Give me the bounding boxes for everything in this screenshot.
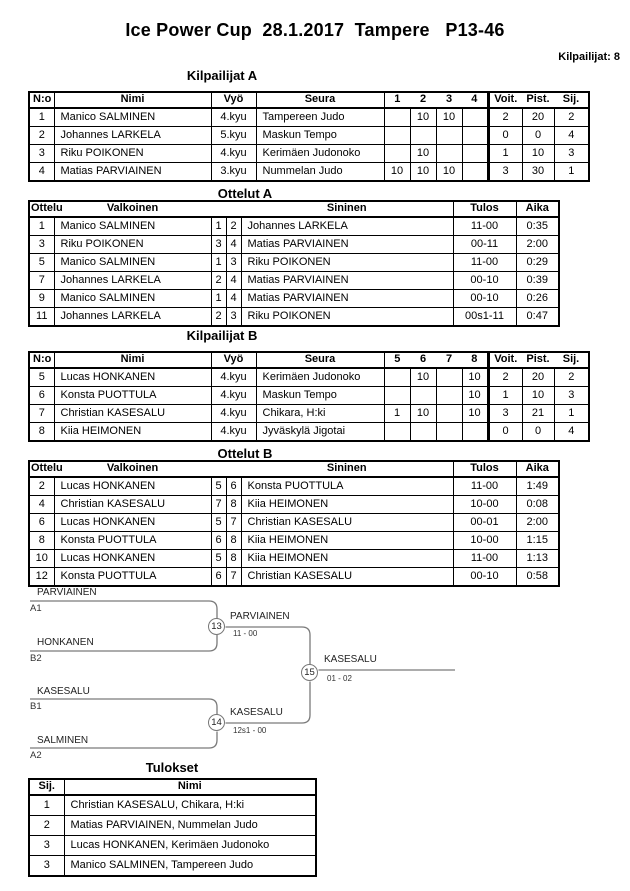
cell-name: Christian KASESALU bbox=[54, 405, 211, 423]
col-opponent-5: 5 bbox=[384, 352, 410, 368]
table-row bbox=[29, 236, 559, 254]
table-header-row bbox=[29, 352, 589, 368]
cell-white-name: Lucas HONKANEN bbox=[54, 514, 211, 532]
cell-white-number: 1 bbox=[211, 217, 226, 236]
col-opponent-4: 4 bbox=[462, 92, 488, 108]
cell-time: 0:26 bbox=[516, 290, 559, 308]
cell-blue-number: 8 bbox=[226, 550, 241, 568]
cell-blue-name: Matias PARVIAINEN bbox=[241, 236, 453, 254]
col-white-number bbox=[211, 461, 226, 477]
cell-number: 2 bbox=[29, 127, 54, 145]
bracket-final-winner-name: KASESALU bbox=[324, 654, 377, 665]
cell-blue-name: Riku POIKONEN bbox=[241, 254, 453, 272]
cell-score-5 bbox=[384, 423, 410, 442]
cell-white-name: Manico SALMINEN bbox=[54, 290, 211, 308]
results-title: Tulokset bbox=[145, 760, 199, 775]
cell-name: Kiia HEIMONEN bbox=[54, 423, 211, 442]
cell-belt: 4.kyu bbox=[211, 108, 256, 127]
cell-belt: 4.kyu bbox=[211, 405, 256, 423]
cell-club: Kerimäen Judonoko bbox=[256, 145, 384, 163]
col-time: Aika bbox=[516, 461, 559, 477]
table-header-row bbox=[29, 92, 589, 108]
cell-match-number: 4 bbox=[29, 496, 54, 514]
cell-score-8: 10 bbox=[462, 387, 488, 405]
cell-white-number: 5 bbox=[211, 514, 226, 532]
col-points: Pist. bbox=[522, 352, 554, 368]
cell-belt: 4.kyu bbox=[211, 387, 256, 405]
cell-time: 1:15 bbox=[516, 532, 559, 550]
table-row bbox=[29, 514, 559, 532]
cell-match-number: 10 bbox=[29, 550, 54, 568]
col-opponent-2: 2 bbox=[410, 92, 436, 108]
cell-place: 3 bbox=[29, 836, 64, 856]
cell-result: 00s1-11 bbox=[453, 308, 516, 327]
cell-score-1: 10 bbox=[384, 163, 410, 182]
bracket-sf1-score: 11 - 00 bbox=[233, 629, 258, 638]
cell-white-number: 2 bbox=[211, 272, 226, 290]
cell-points: 10 bbox=[522, 145, 554, 163]
final-bracket bbox=[0, 580, 630, 780]
matches-b-table bbox=[28, 460, 560, 587]
cell-score-3 bbox=[436, 145, 462, 163]
cell-score-2: 10 bbox=[410, 145, 436, 163]
cell-place: 1 bbox=[554, 405, 589, 423]
cell-club: Jyväskylä Jigotai bbox=[256, 423, 384, 442]
results-table bbox=[28, 778, 317, 877]
cell-number: 5 bbox=[29, 368, 54, 387]
cell-belt: 4.kyu bbox=[211, 145, 256, 163]
cell-belt: 5.kyu bbox=[211, 127, 256, 145]
cell-score-8: 10 bbox=[462, 405, 488, 423]
cell-match-number: 3 bbox=[29, 236, 54, 254]
table-row bbox=[29, 272, 559, 290]
pool-b-title: Kilpailijat B bbox=[186, 328, 258, 343]
col-white: Valkoinen bbox=[54, 201, 211, 217]
cell-match-number: 6 bbox=[29, 514, 54, 532]
cell-result: 10-00 bbox=[453, 496, 516, 514]
col-name: Nimi bbox=[54, 352, 211, 368]
cell-place: 2 bbox=[554, 368, 589, 387]
cell-name: Lucas HONKANEN, Kerimäen Judonoko bbox=[64, 836, 316, 856]
col-opponent-1: 1 bbox=[384, 92, 410, 108]
cell-place: 3 bbox=[29, 856, 64, 877]
col-number: N:o bbox=[29, 352, 54, 368]
cell-club: Kerimäen Judonoko bbox=[256, 368, 384, 387]
cell-score-1 bbox=[384, 145, 410, 163]
bracket-sf1-bottom-name: HONKANEN bbox=[37, 637, 94, 648]
cell-result: 00-01 bbox=[453, 514, 516, 532]
cell-score-7 bbox=[436, 405, 462, 423]
cell-white-number: 7 bbox=[211, 496, 226, 514]
bracket-sf2-bottom-name: SALMINEN bbox=[37, 735, 89, 746]
bracket-sf1-top-seed: A1 bbox=[30, 603, 42, 614]
col-wins: Voit. bbox=[488, 92, 522, 108]
col-white: Valkoinen bbox=[54, 461, 211, 477]
cell-name: Riku POIKONEN bbox=[54, 145, 211, 163]
table-row bbox=[29, 108, 589, 127]
table-row bbox=[29, 477, 559, 496]
cell-white-number: 1 bbox=[211, 290, 226, 308]
cell-score-3 bbox=[436, 127, 462, 145]
cell-name: Manico SALMINEN bbox=[54, 108, 211, 127]
cell-blue-number: 7 bbox=[226, 514, 241, 532]
col-number: N:o bbox=[29, 92, 54, 108]
cell-blue-name: Christian KASESALU bbox=[241, 514, 453, 532]
cell-blue-name: Riku POIKONEN bbox=[241, 308, 453, 327]
cell-wins: 2 bbox=[488, 108, 522, 127]
table-row bbox=[29, 145, 589, 163]
cell-place: 1 bbox=[554, 163, 589, 182]
cell-place: 3 bbox=[554, 387, 589, 405]
col-place: Sij. bbox=[29, 779, 64, 795]
cell-score-7 bbox=[436, 368, 462, 387]
cell-blue-number: 2 bbox=[226, 217, 241, 236]
cell-wins: 0 bbox=[488, 423, 522, 442]
cell-result: 11-00 bbox=[453, 217, 516, 236]
cell-blue-number: 8 bbox=[226, 496, 241, 514]
bracket-sf1-winner-name: PARVIAINEN bbox=[230, 611, 290, 622]
table-row bbox=[29, 163, 589, 182]
cell-time: 0:35 bbox=[516, 217, 559, 236]
cell-name: Johannes LARKELA bbox=[54, 127, 211, 145]
table-row bbox=[29, 368, 589, 387]
col-result: Tulos bbox=[453, 461, 516, 477]
col-match: Ottelu bbox=[29, 461, 54, 477]
table-header-row bbox=[29, 461, 559, 477]
cell-score-5 bbox=[384, 387, 410, 405]
bracket-node-15: 15 bbox=[301, 664, 318, 681]
cell-white-name: Johannes LARKELA bbox=[54, 308, 211, 327]
cell-score-7 bbox=[436, 387, 462, 405]
table-row bbox=[29, 217, 559, 236]
cell-name: Matias PARVIAINEN, Nummelan Judo bbox=[64, 816, 316, 836]
cell-score-4 bbox=[462, 145, 488, 163]
cell-belt: 3.kyu bbox=[211, 163, 256, 182]
bracket-sf1-bottom-seed: B2 bbox=[30, 653, 42, 664]
cell-points: 0 bbox=[522, 423, 554, 442]
cell-points: 30 bbox=[522, 163, 554, 182]
cell-score-2 bbox=[410, 127, 436, 145]
cell-blue-name: Kiia HEIMONEN bbox=[241, 496, 453, 514]
cell-white-number: 2 bbox=[211, 308, 226, 327]
bracket-final-score: 01 - 02 bbox=[327, 674, 352, 683]
cell-match-number: 12 bbox=[29, 568, 54, 587]
cell-wins: 2 bbox=[488, 368, 522, 387]
bracket-sf1-top-name: PARVIAINEN bbox=[37, 587, 97, 598]
cell-place: 1 bbox=[29, 795, 64, 816]
cell-blue-number: 3 bbox=[226, 308, 241, 327]
cell-blue-number: 4 bbox=[226, 290, 241, 308]
cell-wins: 3 bbox=[488, 163, 522, 182]
col-opponent-6: 6 bbox=[410, 352, 436, 368]
cell-white-name: Manico SALMINEN bbox=[54, 254, 211, 272]
table-row bbox=[29, 856, 316, 877]
col-time: Aika bbox=[516, 201, 559, 217]
cell-score-8: 10 bbox=[462, 368, 488, 387]
cell-match-number: 9 bbox=[29, 290, 54, 308]
cell-white-name: Lucas HONKANEN bbox=[54, 477, 211, 496]
cell-blue-name: Johannes LARKELA bbox=[241, 217, 453, 236]
cell-number: 1 bbox=[29, 108, 54, 127]
cell-white-number: 5 bbox=[211, 550, 226, 568]
cell-white-name: Riku POIKONEN bbox=[54, 236, 211, 254]
cell-number: 3 bbox=[29, 145, 54, 163]
cell-club: Chikara, H:ki bbox=[256, 405, 384, 423]
cell-club: Maskun Tempo bbox=[256, 127, 384, 145]
cell-white-name: Konsta PUOTTULA bbox=[54, 532, 211, 550]
cell-match-number: 8 bbox=[29, 532, 54, 550]
cell-place: 4 bbox=[554, 423, 589, 442]
cell-match-number: 1 bbox=[29, 217, 54, 236]
cell-score-3: 10 bbox=[436, 163, 462, 182]
pool-a-table bbox=[28, 91, 590, 182]
cell-white-number: 1 bbox=[211, 254, 226, 272]
cell-wins: 0 bbox=[488, 127, 522, 145]
cell-wins: 1 bbox=[488, 387, 522, 405]
cell-time: 1:13 bbox=[516, 550, 559, 568]
cell-blue-number: 4 bbox=[226, 236, 241, 254]
bracket-sf2-bottom-seed: A2 bbox=[30, 750, 42, 761]
cell-score-4 bbox=[462, 163, 488, 182]
bracket-line-a1 bbox=[30, 601, 217, 619]
col-place: Sij. bbox=[554, 92, 589, 108]
cell-score-5: 1 bbox=[384, 405, 410, 423]
table-header-row bbox=[29, 201, 559, 217]
table-row bbox=[29, 795, 316, 816]
table-row bbox=[29, 405, 589, 423]
cell-match-number: 2 bbox=[29, 477, 54, 496]
table-row bbox=[29, 308, 559, 327]
bracket-sf2-top-seed: B1 bbox=[30, 701, 42, 712]
cell-blue-name: Konsta PUOTTULA bbox=[241, 477, 453, 496]
bracket-node-13: 13 bbox=[208, 618, 225, 635]
page-title: Ice Power Cup 28.1.2017 Tampere P13-46 bbox=[125, 20, 505, 40]
cell-result: 11-00 bbox=[453, 477, 516, 496]
cell-number: 6 bbox=[29, 387, 54, 405]
cell-name: Konsta PUOTTULA bbox=[54, 387, 211, 405]
cell-place: 4 bbox=[554, 127, 589, 145]
col-white-number bbox=[211, 201, 226, 217]
cell-match-number: 7 bbox=[29, 272, 54, 290]
col-blue: Sininen bbox=[241, 461, 453, 477]
cell-club: Maskun Tempo bbox=[256, 387, 384, 405]
cell-white-number: 3 bbox=[211, 236, 226, 254]
cell-result: 00-10 bbox=[453, 568, 516, 587]
cell-match-number: 5 bbox=[29, 254, 54, 272]
bracket-sf2-top-name: KASESALU bbox=[37, 686, 90, 697]
table-row bbox=[29, 836, 316, 856]
cell-score-6 bbox=[410, 387, 436, 405]
table-row bbox=[29, 387, 589, 405]
col-club: Seura bbox=[256, 92, 384, 108]
cell-result: 00-10 bbox=[453, 272, 516, 290]
col-blue: Sininen bbox=[241, 201, 453, 217]
cell-blue-number: 4 bbox=[226, 272, 241, 290]
cell-white-name: Konsta PUOTTULA bbox=[54, 568, 211, 587]
cell-score-4 bbox=[462, 108, 488, 127]
cell-result: 11-00 bbox=[453, 254, 516, 272]
pool-b-table bbox=[28, 351, 590, 442]
cell-name: Manico SALMINEN, Tampereen Judo bbox=[64, 856, 316, 877]
col-result: Tulos bbox=[453, 201, 516, 217]
cell-blue-name: Matias PARVIAINEN bbox=[241, 290, 453, 308]
col-points: Pist. bbox=[522, 92, 554, 108]
cell-score-3: 10 bbox=[436, 108, 462, 127]
cell-score-6 bbox=[410, 423, 436, 442]
pool-a-title: Kilpailijat A bbox=[186, 68, 258, 83]
cell-wins: 1 bbox=[488, 145, 522, 163]
cell-name: Lucas HONKANEN bbox=[54, 368, 211, 387]
cell-number: 8 bbox=[29, 423, 54, 442]
cell-place: 2 bbox=[29, 816, 64, 836]
cell-club: Tampereen Judo bbox=[256, 108, 384, 127]
col-wins: Voit. bbox=[488, 352, 522, 368]
cell-blue-name: Christian KASESALU bbox=[241, 568, 453, 587]
cell-time: 1:49 bbox=[516, 477, 559, 496]
col-blue-number bbox=[226, 461, 241, 477]
cell-time: 2:00 bbox=[516, 236, 559, 254]
table-row bbox=[29, 532, 559, 550]
cell-name: Christian KASESALU, Chikara, H:ki bbox=[64, 795, 316, 816]
col-name: Nimi bbox=[64, 779, 316, 795]
bracket-line-b1 bbox=[30, 699, 217, 715]
cell-blue-number: 8 bbox=[226, 532, 241, 550]
cell-belt: 4.kyu bbox=[211, 423, 256, 442]
cell-time: 0:29 bbox=[516, 254, 559, 272]
cell-score-8 bbox=[462, 423, 488, 442]
bracket-sf2-winner-name: KASESALU bbox=[230, 707, 283, 718]
cell-result: 00-10 bbox=[453, 290, 516, 308]
cell-white-number: 5 bbox=[211, 477, 226, 496]
cell-result: 11-00 bbox=[453, 550, 516, 568]
cell-number: 7 bbox=[29, 405, 54, 423]
cell-blue-number: 7 bbox=[226, 568, 241, 587]
cell-score-2: 10 bbox=[410, 108, 436, 127]
cell-white-name: Lucas HONKANEN bbox=[54, 550, 211, 568]
cell-place: 3 bbox=[554, 145, 589, 163]
matches-a-table bbox=[28, 200, 560, 327]
cell-white-name: Johannes LARKELA bbox=[54, 272, 211, 290]
cell-blue-number: 6 bbox=[226, 477, 241, 496]
cell-name: Matias PARVIAINEN bbox=[54, 163, 211, 182]
table-row bbox=[29, 496, 559, 514]
cell-wins: 3 bbox=[488, 405, 522, 423]
cell-points: 10 bbox=[522, 387, 554, 405]
cell-score-1 bbox=[384, 108, 410, 127]
col-match: Ottelu bbox=[29, 201, 54, 217]
cell-score-7 bbox=[436, 423, 462, 442]
table-row bbox=[29, 550, 559, 568]
table-row bbox=[29, 816, 316, 836]
cell-blue-name: Kiia HEIMONEN bbox=[241, 532, 453, 550]
cell-time: 0:08 bbox=[516, 496, 559, 514]
cell-points: 20 bbox=[522, 108, 554, 127]
cell-score-5 bbox=[384, 368, 410, 387]
table-row bbox=[29, 254, 559, 272]
cell-score-6: 10 bbox=[410, 368, 436, 387]
col-opponent-7: 7 bbox=[436, 352, 462, 368]
cell-white-name: Christian KASESALU bbox=[54, 496, 211, 514]
cell-club: Nummelan Judo bbox=[256, 163, 384, 182]
col-belt: Vyö bbox=[211, 352, 256, 368]
cell-blue-name: Matias PARVIAINEN bbox=[241, 272, 453, 290]
col-opponent-8: 8 bbox=[462, 352, 488, 368]
cell-time: 0:58 bbox=[516, 568, 559, 587]
cell-score-1 bbox=[384, 127, 410, 145]
cell-blue-name: Kiia HEIMONEN bbox=[241, 550, 453, 568]
table-row bbox=[29, 290, 559, 308]
table-header-row bbox=[29, 779, 316, 795]
cell-points: 0 bbox=[522, 127, 554, 145]
bracket-node-14: 14 bbox=[208, 714, 225, 731]
cell-match-number: 11 bbox=[29, 308, 54, 327]
col-club: Seura bbox=[256, 352, 384, 368]
cell-belt: 4.kyu bbox=[211, 368, 256, 387]
cell-time: 0:47 bbox=[516, 308, 559, 327]
col-place: Sij. bbox=[554, 352, 589, 368]
col-opponent-3: 3 bbox=[436, 92, 462, 108]
competitor-count: Kilpailijat: 8 bbox=[558, 51, 620, 63]
cell-time: 2:00 bbox=[516, 514, 559, 532]
cell-time: 0:39 bbox=[516, 272, 559, 290]
col-belt: Vyö bbox=[211, 92, 256, 108]
bracket-sf2-score: 12s1 - 00 bbox=[233, 726, 267, 735]
cell-white-number: 6 bbox=[211, 568, 226, 587]
cell-score-2: 10 bbox=[410, 163, 436, 182]
cell-number: 4 bbox=[29, 163, 54, 182]
cell-points: 20 bbox=[522, 368, 554, 387]
cell-result: 00-11 bbox=[453, 236, 516, 254]
cell-white-name: Manico SALMINEN bbox=[54, 217, 211, 236]
cell-points: 21 bbox=[522, 405, 554, 423]
cell-white-number: 6 bbox=[211, 532, 226, 550]
col-name: Nimi bbox=[54, 92, 211, 108]
matches-b-title: Ottelut B bbox=[217, 446, 273, 461]
cell-result: 10-00 bbox=[453, 532, 516, 550]
matches-a-title: Ottelut A bbox=[217, 186, 273, 201]
cell-blue-number: 3 bbox=[226, 254, 241, 272]
cell-score-4 bbox=[462, 127, 488, 145]
table-row bbox=[29, 127, 589, 145]
col-blue-number bbox=[226, 201, 241, 217]
cell-score-6: 10 bbox=[410, 405, 436, 423]
table-row bbox=[29, 423, 589, 442]
cell-place: 2 bbox=[554, 108, 589, 127]
